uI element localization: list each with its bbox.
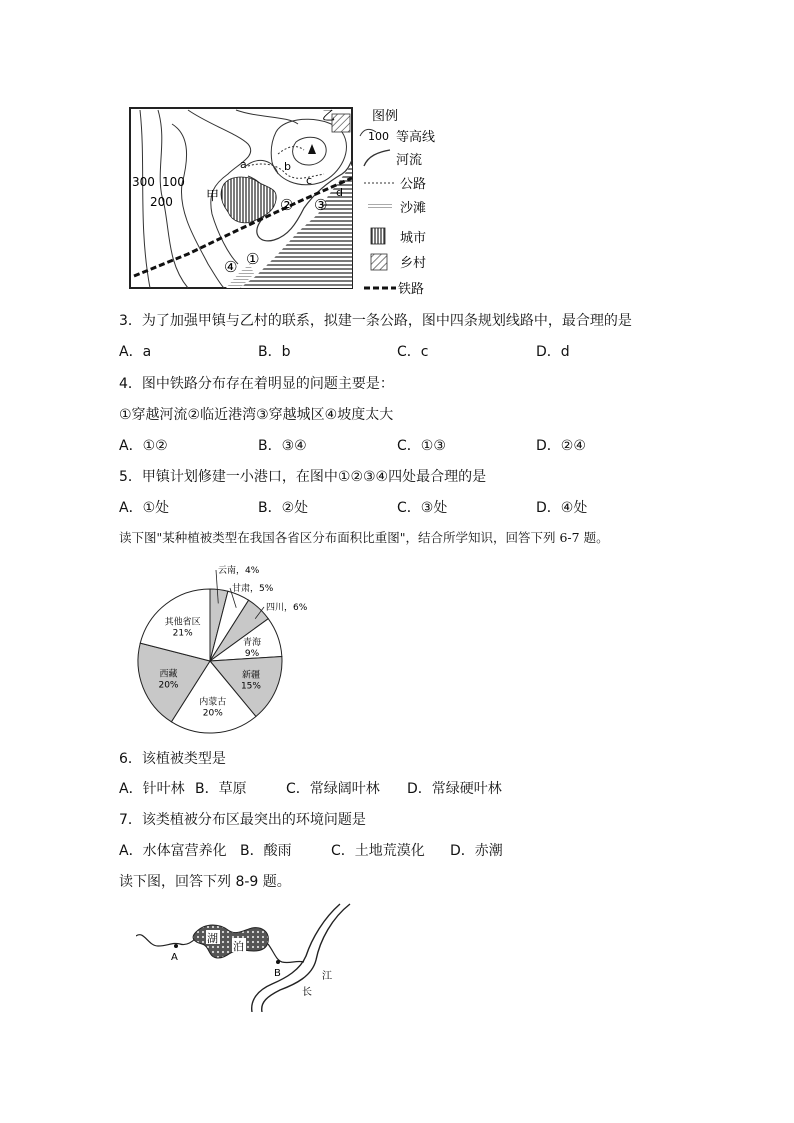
label-jia: 甲 (206, 189, 220, 204)
pie-value-3: 9% (244, 648, 260, 659)
pie-label-6: 西藏 (159, 669, 178, 680)
contour-label-300: 300 (132, 175, 155, 189)
q3-option-a: A．a (119, 344, 152, 360)
label-hu: 湖 (207, 932, 218, 945)
pie-chart (130, 562, 330, 734)
svg-text:河流: 河流 (396, 153, 423, 168)
pie-value-4: 15% (240, 681, 261, 692)
q7-option-d: D．赤潮 (450, 843, 503, 859)
q3-option-b: B．b (258, 344, 291, 360)
svg-text:沙滩: 沙滩 (400, 201, 427, 216)
legend-contour (360, 129, 435, 145)
label-d: d (336, 186, 343, 199)
label-chang: 长 (302, 987, 312, 998)
contour-label-200: 200 (150, 195, 173, 209)
pie-label-4: 新疆 (241, 670, 260, 681)
q5-option-b: B．②处 (258, 500, 309, 516)
legend-city (371, 228, 426, 246)
contour-label-100: 100 (162, 175, 185, 189)
label-c: c (306, 174, 313, 187)
intro-8-9: 读下图，回答下列 8-9 题。 (119, 874, 291, 890)
legend-village (371, 254, 426, 271)
svg-text:乡村: 乡村 (400, 256, 427, 271)
lake-river-map (136, 900, 366, 1012)
legend-title: 图例 (372, 109, 399, 124)
legend-beach (368, 200, 426, 216)
question-4-stem: 4．图中铁路分布存在着明显的问题主要是： (119, 376, 394, 392)
q5-option-d: D．④处 (536, 500, 588, 516)
point-b-dot (276, 960, 280, 964)
q4-option-c: C．①③ (397, 438, 446, 454)
svg-text:公路: 公路 (400, 177, 427, 192)
pie-label-1: 甘肃，5% (232, 584, 274, 594)
question-7-stem: 7．该类植被分布区最突出的环境问题是 (119, 812, 366, 828)
question-4-choices: ①穿越河流②临近港湾③穿越城区④坡度太大 (119, 407, 394, 423)
q6-option-c: C．常绿阔叶林 (286, 781, 380, 797)
legend-railway (364, 281, 424, 297)
point-a-dot (174, 944, 178, 948)
label-B: B (274, 968, 281, 979)
q4-option-d: D．②④ (536, 438, 586, 454)
label-a: a (240, 158, 247, 171)
q7-option-a: A．水体富营养化 (119, 843, 227, 859)
pie-value-5: 20% (202, 708, 223, 719)
intro-6-7: 读下图"某种植被类型在我国各省区分布面积比重图"，结合所学知识，回答下列 6-7 题。 (119, 530, 609, 545)
pie-label-0: 云南，4% (218, 566, 260, 576)
label-point-4: ④ (224, 258, 238, 276)
tributary-river (136, 935, 196, 946)
label-A: A (171, 952, 178, 963)
svg-text:等高线: 等高线 (396, 130, 436, 145)
outflow-river (268, 944, 304, 963)
q6-option-a: A．针叶林 (119, 781, 185, 797)
q3-option-d: D．d (536, 344, 570, 360)
pie-value-6: 20% (158, 680, 179, 691)
label-jiang: 江 (322, 971, 332, 982)
label-point-3: ③ (314, 196, 328, 214)
pie-value-7: 21% (172, 628, 193, 639)
lake-area (193, 925, 268, 958)
svg-text:铁路: 铁路 (398, 282, 425, 297)
label-point-1: ① (246, 250, 260, 268)
pie-label-3: 青海 (242, 637, 262, 648)
q4-option-a: A．①② (119, 438, 168, 454)
q7-option-c: C．土地荒漠化 (331, 843, 425, 859)
label-point-2: ② (280, 196, 294, 214)
legend-river (364, 150, 422, 168)
svg-text:城市: 城市 (400, 231, 427, 246)
pie-label-7: 其他省区 (164, 617, 201, 628)
svg-text:100: 100 (368, 130, 389, 143)
pie-label-2: 四川，6% (266, 603, 308, 613)
q6-option-d: D．常绿硬叶林 (407, 781, 502, 797)
question-6-stem: 6．该植被类型是 (119, 751, 226, 767)
q5-option-a: A．①处 (119, 500, 170, 516)
legend-road (364, 177, 426, 192)
label-po: 泊 (233, 940, 244, 953)
pie-label-5: 内蒙古 (199, 697, 227, 708)
contour-map (128, 104, 458, 300)
q6-option-b: B．草原 (195, 781, 247, 797)
q7-option-b: B．酸雨 (240, 843, 292, 859)
q4-option-b: B．③④ (258, 438, 307, 454)
label-b: b (284, 160, 291, 173)
q5-option-c: C．③处 (397, 500, 448, 516)
question-5-stem: 5．甲镇计划修建一小港口，在图中①②③④四处最合理的是 (119, 469, 487, 485)
question-3-stem: 3．为了加强甲镇与乙村的联系，拟建一条公路，图中四条规划线路中，最合理的是 (119, 313, 632, 329)
label-yi: 乙 (322, 109, 336, 124)
q3-option-c: C．c (397, 344, 429, 360)
